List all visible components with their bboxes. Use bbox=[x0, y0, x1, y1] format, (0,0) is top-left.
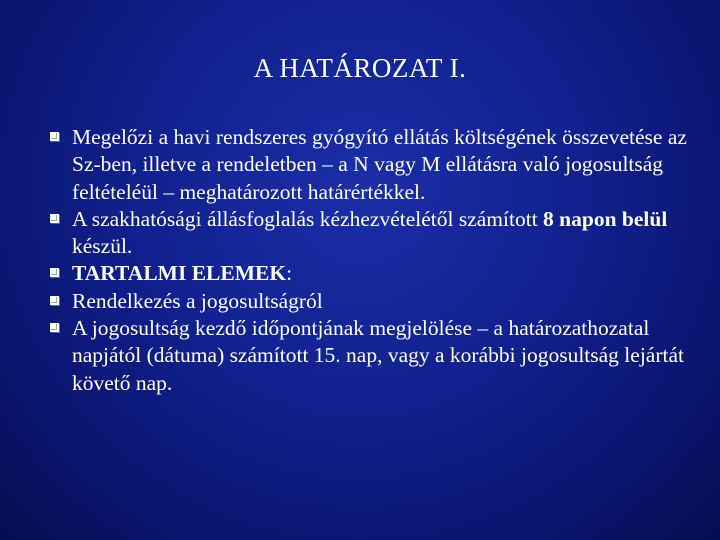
bullet-list bbox=[50, 124, 700, 397]
checkbox-bullet-icon bbox=[50, 132, 59, 141]
bullet-text: : bbox=[286, 261, 293, 286]
bullet-bold-text: TARTALMI ELEMEK bbox=[72, 261, 287, 286]
checkbox-bullet-icon bbox=[50, 214, 59, 223]
bullet-text: A szakhatósági állásfoglalás kézhezvételétől számított bbox=[72, 206, 544, 231]
bullet-item bbox=[50, 288, 700, 315]
bullet-item bbox=[50, 206, 700, 261]
bullet-item bbox=[50, 260, 700, 287]
bullet-text: Rendelkezés a jogosultságról bbox=[72, 288, 323, 313]
bullet-text: Megelőzi a havi rendszeres gyógyító ellátás költségének összevetése az Sz-ben, illetve a rendeletben – a N vagy M ellátásra való jogosultság feltételéül – meghatározott határértékkel. bbox=[72, 125, 687, 204]
bullet-item bbox=[50, 315, 700, 397]
checkbox-bullet-icon bbox=[50, 296, 59, 305]
bullet-text: készül. bbox=[72, 234, 133, 259]
slide-title: A HATÁROZAT I. bbox=[253, 53, 467, 83]
bullet-bold-text: 8 napon belül bbox=[543, 206, 668, 231]
bullet-text: A jogosultság kezdő időpontjának megjelölése – a határozathozatal napjától (dátuma) számított 15. nap, vagy a korábbi jogosultság lejártát követő nap. bbox=[72, 316, 684, 395]
checkbox-bullet-icon bbox=[50, 323, 59, 332]
checkbox-bullet-icon bbox=[50, 268, 59, 277]
bullet-item bbox=[50, 124, 700, 206]
